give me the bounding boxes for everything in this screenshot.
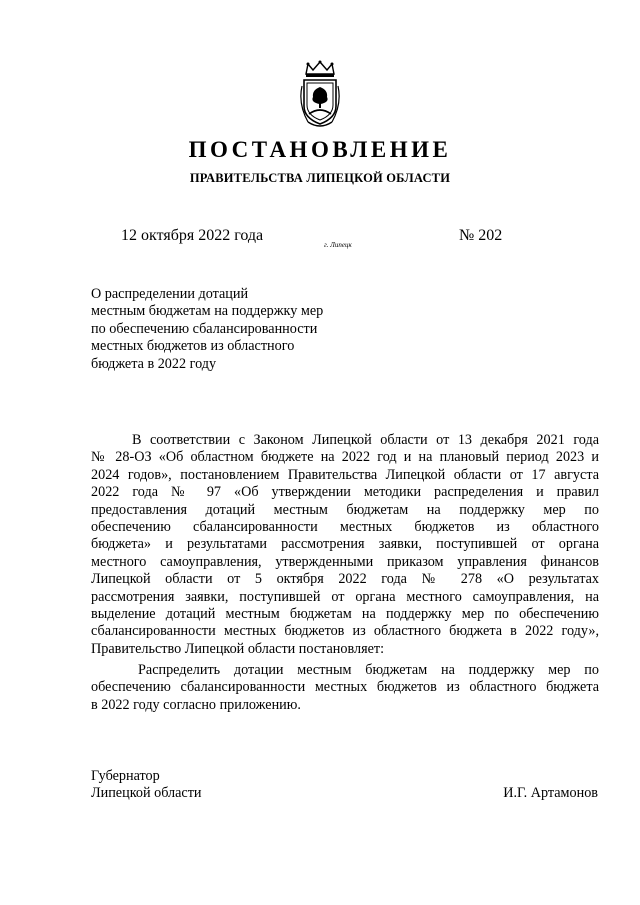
document-number: № 202 [459,227,503,244]
subject-line: по обеспечению сбалансированности [91,320,318,337]
paragraph-line: выделение дотаций местным бюджетам на поддержку мер по обеспечению [91,605,599,622]
paragraph-line: в 2022 году согласно приложению. [91,696,301,713]
signatory-name: И.Г. Артамонов [503,785,598,801]
document-date: 12 октября 2022 года [121,227,264,244]
signatory-position-line: Губернатор [91,768,160,784]
paragraph-line: 2024 годов», постановлением Правительства Липецкой области от 17 августа [91,466,599,483]
subject-line: местным бюджетам на поддержку мер [91,303,324,320]
paragraph-line: Распределить дотации местным бюджетам на поддержку мер по [138,662,599,678]
paragraph-line: Правительство Липецкой области постановляет: [91,640,385,657]
paragraph-line: предоставления дотаций местным бюджетам на поддержку мер по [91,501,599,518]
paragraph-line: 2022 года № 97 «Об утверждении методики распределения и правил [91,484,599,501]
paragraph-line: сбалансированности местных бюджетов из областного бюджета в 2022 году», [91,623,599,640]
subject-line: О распределении дотаций [91,286,249,302]
paragraph-line: В соответствии с Законом Липецкой области от 13 декабря 2021 года [132,432,599,448]
paragraph-line: местного самоуправления, утвержденными приказом управления финансов [91,553,599,570]
paragraph-line: рассмотрения заявки, поступившей от органа местного самоуправления, на [91,588,599,605]
paragraph-line: обеспечению сбалансированности местных бюджетов из областного [91,518,599,535]
subject-line: бюджета в 2022 году [91,355,217,372]
paragraph-line: № 28-ОЗ «Об областном бюджете на 2022 год и на плановый период 2023 и [91,449,599,466]
document-subject [91,286,361,373]
signatory-position [91,768,202,803]
paragraph-line: бюджета» и результатами рассмотрения заявки, поступившей от органа [91,536,599,553]
paragraph-line: обеспечению сбалансированности местных бюджетов из областного бюджета [91,679,599,696]
subject-line: местных бюджетов из областного [91,338,295,355]
document-place: г. Липецк [324,241,352,249]
decree-paragraph [91,662,599,714]
signatory-position-line: Липецкой области [91,785,202,802]
lipetsk-coat-of-arms-icon [298,60,342,130]
document-title: ПОСТАНОВЛЕНИЕ [188,137,452,162]
document-issuer: ПРАВИТЕЛЬСТВА ЛИПЕЦКОЙ ОБЛАСТИ [189,171,451,185]
preamble-paragraph [91,432,599,658]
paragraph-line: Липецкой области от 5 октября 2022 года № 278 «О результатах [91,571,599,588]
